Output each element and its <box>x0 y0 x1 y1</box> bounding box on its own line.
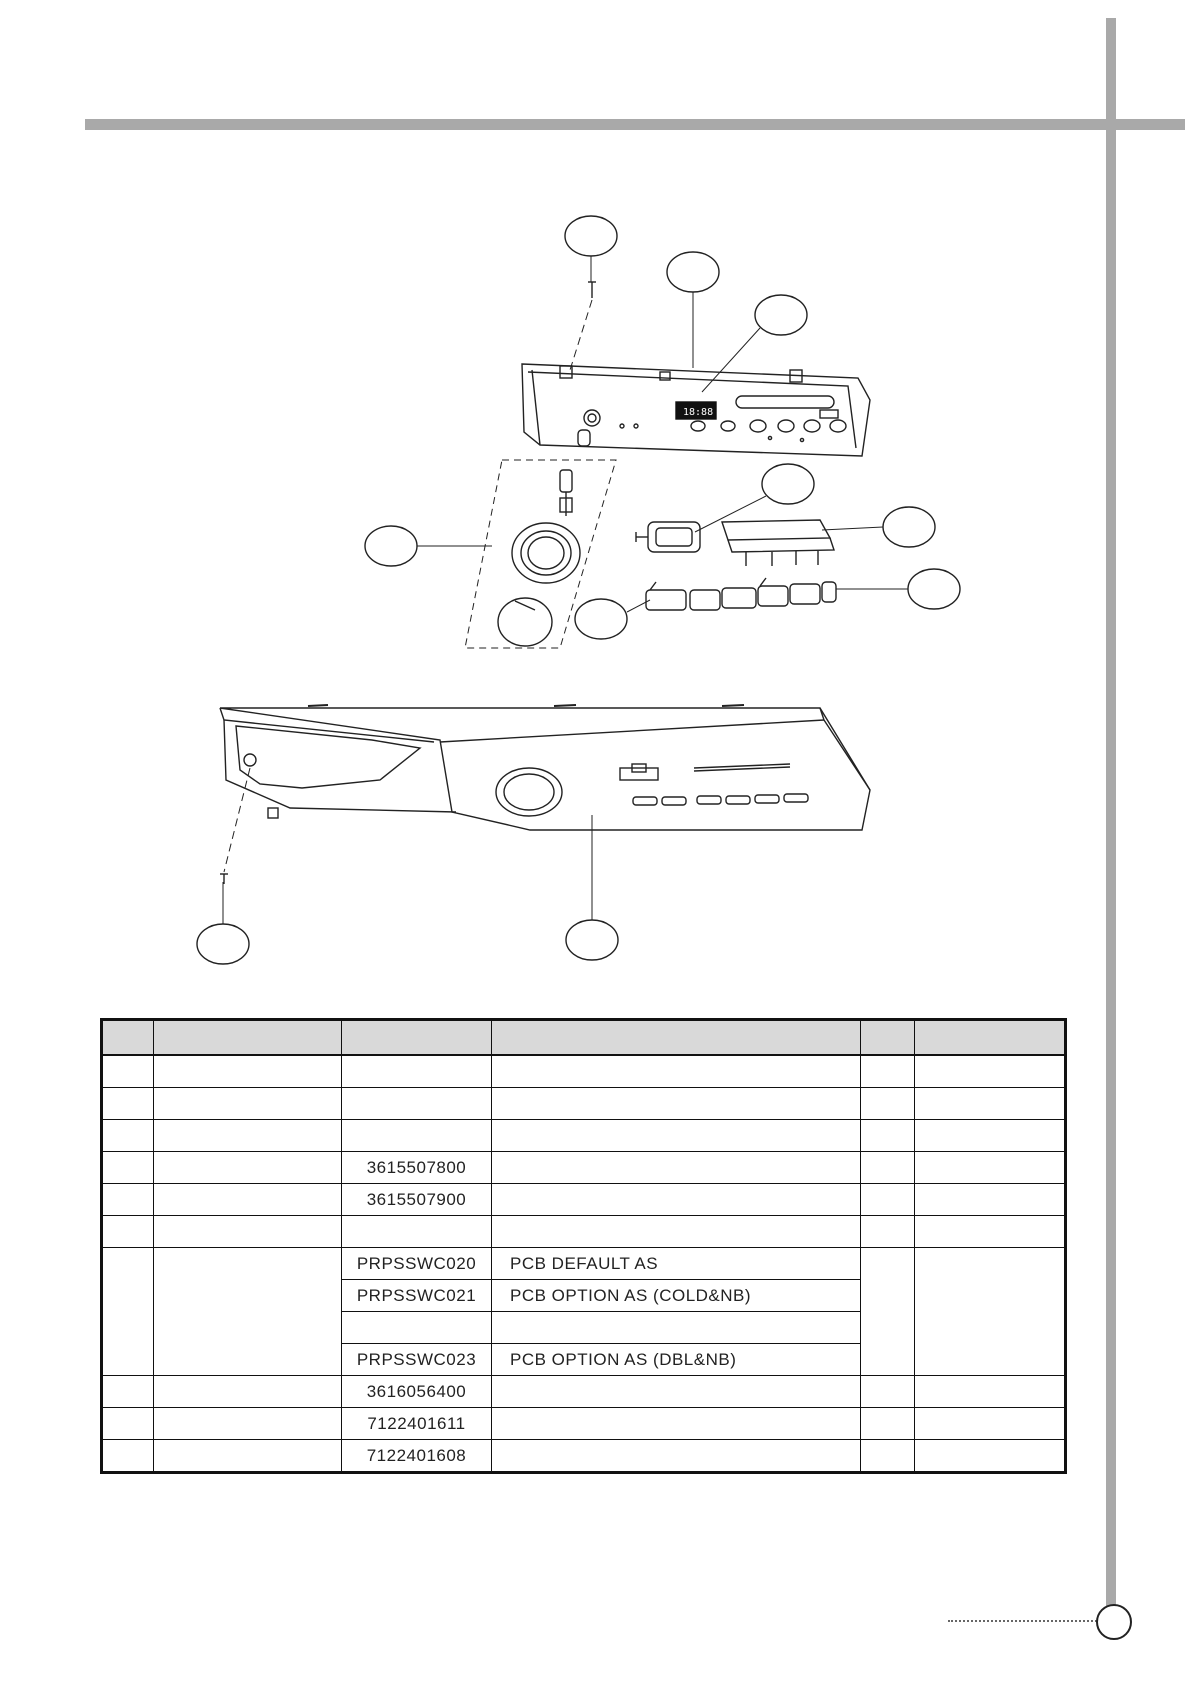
part-description: PCB DEFAULT AS <box>492 1248 861 1280</box>
callout-button-strip <box>908 569 960 609</box>
part-code: 7122401611 <box>342 1408 492 1440</box>
part-description <box>492 1312 861 1344</box>
single-button-part <box>636 522 700 552</box>
callout-knob-assy <box>365 526 417 566</box>
part-code: 7122401608 <box>342 1440 492 1472</box>
page-number-circle <box>1096 1604 1132 1640</box>
table-row <box>103 1216 1065 1248</box>
button-strip-part <box>646 578 836 610</box>
screw-top <box>570 282 596 370</box>
callout-balloons <box>197 216 960 964</box>
part-description <box>492 1055 861 1088</box>
part-description <box>492 1216 861 1248</box>
part-description: PCB OPTION AS (COLD&NB) <box>492 1280 861 1312</box>
part-description <box>492 1120 861 1152</box>
control-panel <box>220 705 870 830</box>
callout-screw-top <box>565 216 617 256</box>
part-description <box>492 1152 861 1184</box>
table-row <box>103 1408 1065 1440</box>
table-row <box>103 1152 1065 1184</box>
callout-pcb-case <box>667 252 719 292</box>
callout-control-panel <box>566 920 618 960</box>
part-code: 3616056400 <box>342 1376 492 1408</box>
knob-group-box <box>465 460 616 648</box>
table-row <box>103 1120 1065 1152</box>
callout-display <box>755 295 807 335</box>
table-row <box>103 1055 1065 1088</box>
footer-dotted-leader <box>948 1620 1100 1622</box>
part-code <box>342 1055 492 1088</box>
part-code: PRPSSWC023 <box>342 1344 492 1376</box>
table-row <box>103 1376 1065 1408</box>
part-description <box>492 1088 861 1120</box>
callout-single-button <box>762 464 814 504</box>
parts-list-table <box>102 1020 1065 1472</box>
display-readout: 18:88 <box>683 407 714 418</box>
leader-lines <box>223 256 908 924</box>
button-holder-part <box>722 520 834 566</box>
callout-screw-bottom <box>197 924 249 964</box>
part-code <box>342 1088 492 1120</box>
part-code <box>342 1216 492 1248</box>
table-row-pcb <box>103 1248 1065 1280</box>
part-code <box>342 1312 492 1344</box>
table-row <box>103 1088 1065 1120</box>
part-description <box>492 1376 861 1408</box>
part-code <box>342 1120 492 1152</box>
callout-button-left <box>575 599 627 639</box>
part-description <box>492 1184 861 1216</box>
table-header-row <box>103 1021 1065 1056</box>
callout-button-holder <box>883 507 935 547</box>
table-row <box>103 1440 1065 1472</box>
part-description <box>492 1440 861 1472</box>
part-description: PCB OPTION AS (DBL&NB) <box>492 1344 861 1376</box>
screw-bottom <box>220 768 250 884</box>
part-code: 3615507900 <box>342 1184 492 1216</box>
pcb-case <box>522 364 870 456</box>
part-code: PRPSSWC021 <box>342 1280 492 1312</box>
table-row <box>103 1184 1065 1216</box>
part-description <box>492 1408 861 1440</box>
knob-assembly <box>498 470 580 646</box>
part-code: 3615507800 <box>342 1152 492 1184</box>
part-code: PRPSSWC020 <box>342 1248 492 1280</box>
